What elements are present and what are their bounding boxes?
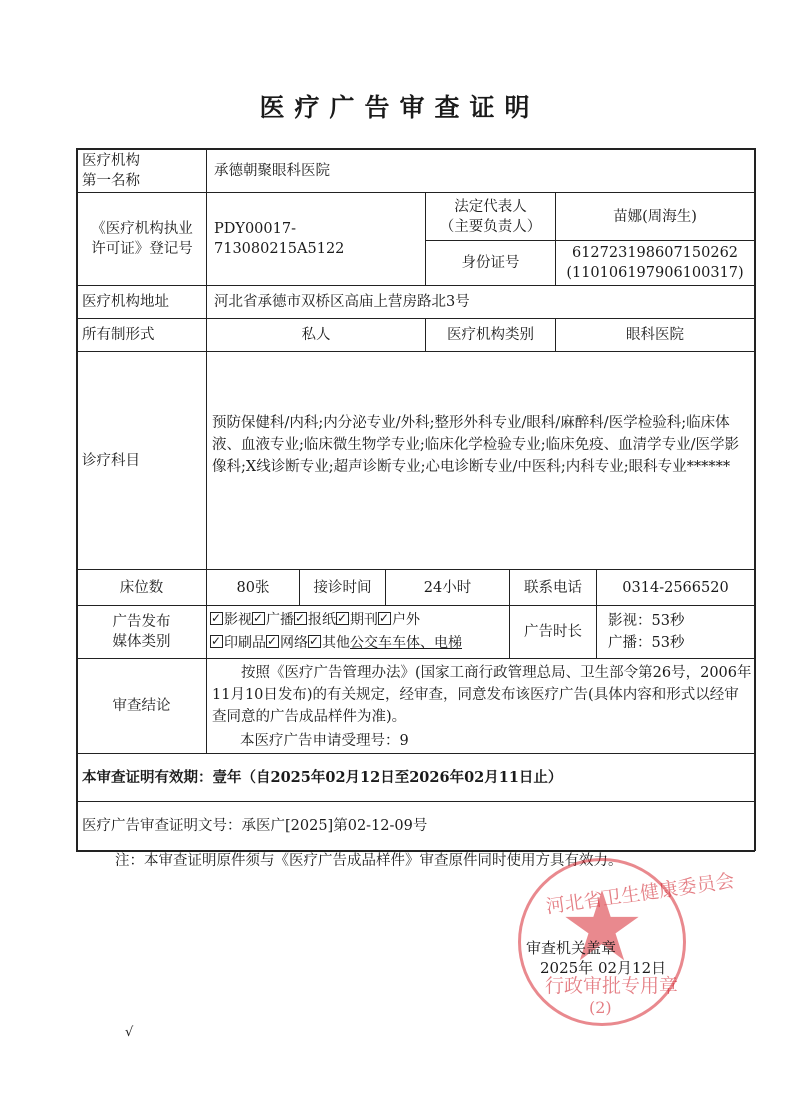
beds-value: 80张 bbox=[236, 579, 270, 596]
ownership-label: 所有制形式 bbox=[82, 327, 155, 343]
hours-label: 接诊时间 bbox=[313, 579, 372, 596]
phone-value: 0314-2566520 bbox=[622, 579, 729, 596]
check-icon bbox=[336, 612, 349, 625]
address-label: 医疗机构地址 bbox=[82, 294, 169, 310]
category-value: 眼科医院 bbox=[626, 327, 684, 343]
license-value: PDY00017-713080215A5122 bbox=[214, 221, 345, 257]
name-value: 承德朝聚眼科医院 bbox=[214, 162, 330, 179]
page-title: 医疗广告审查证明 bbox=[259, 93, 540, 122]
seal-bottom-text: 行政审批专用章 bbox=[545, 975, 679, 997]
seal-top-text: 河北省卫生健康委员会 bbox=[544, 869, 736, 919]
check-icon bbox=[308, 635, 321, 648]
id-label: 身份证号 bbox=[461, 255, 520, 271]
seal-label: 审查机关盖章 bbox=[526, 939, 617, 957]
conclusion-text: 按照《医疗广告管理办法》(国家工商行政管理总局、卫生部令第26号，2006年11月10日发布)的有关规定，经审查，同意发布该医疗广告(具体内容和形式以经审查同意的广告成品样件为准)。 bbox=[212, 665, 752, 725]
media-options bbox=[210, 609, 508, 657]
depts-label: 诊疗科目 bbox=[82, 452, 140, 469]
category-label: 医疗机构类别 bbox=[447, 327, 534, 343]
media-line-2: ✓印刷品✓ 网络✓ 其他公交车车体、电梯 bbox=[210, 632, 508, 655]
check-icon bbox=[210, 635, 223, 648]
media-line-1: ✓影视✓ 广播✓ 报纸✓ 期刊✓ 户外 bbox=[210, 609, 508, 632]
conclusion-label: 审查结论 bbox=[112, 698, 171, 714]
rep-value: 苗娜(周海生) bbox=[613, 208, 697, 225]
footnote: 注：本审查证明原件须与《医疗广告成品样件》审查原件同时使用方具有效力。 bbox=[115, 853, 623, 869]
check-icon bbox=[266, 635, 279, 648]
phone-label: 联系电话 bbox=[524, 579, 582, 596]
seal-number: (2) bbox=[589, 998, 612, 1017]
check-mark: √ bbox=[125, 1025, 134, 1040]
conclusion-number: 本医疗广告申请受理号：9 bbox=[240, 733, 409, 749]
id-value: 612723198607150262 (110106197906100317) bbox=[566, 245, 744, 281]
media-label: 广告发布 媒体类别 bbox=[112, 614, 171, 650]
check-icon bbox=[378, 612, 391, 625]
check-icon bbox=[294, 612, 307, 625]
duration-label: 广告时长 bbox=[524, 624, 582, 640]
beds-label: 床位数 bbox=[119, 579, 164, 596]
name-label: 医疗机构 第一名称 bbox=[82, 153, 140, 189]
duration-values: 影视：53秒 广播：53秒 bbox=[608, 613, 685, 651]
rep-label: 法定代表人 （主要负责人） bbox=[439, 198, 542, 235]
address-value: 河北省承德市双桥区高庙上营房路北3号 bbox=[214, 294, 470, 310]
doc-number: 医疗广告审查证明文号：承医广[2025]第02-12-09号 bbox=[82, 818, 428, 834]
hours-value: 24小时 bbox=[423, 579, 472, 596]
depts-value: 预防保健科/内科;内分泌专业/外科;整形外科专业/眼科/麻醉科/医学检验科;临床体液、血液专业;临床微生物学专业;临床化学检验专业;临床免疫、血清学专业/医学影像科;X线诊断专业;超声诊断专业;心电诊断专业/中医科;内科专业;眼科专业****** bbox=[212, 415, 740, 475]
license-label: 《医疗机构执业 许可证》登记号 bbox=[91, 221, 193, 257]
check-icon bbox=[252, 612, 265, 625]
seal-date: 2025年 02月12日 bbox=[540, 959, 667, 977]
media-other: 公交车车体、电梯 bbox=[350, 635, 462, 651]
check-icon bbox=[210, 612, 223, 625]
validity: 本审查证明有效期：壹年（自2025年02月12日至2026年02月11日止） bbox=[82, 768, 563, 786]
ownership-value: 私人 bbox=[301, 327, 331, 343]
